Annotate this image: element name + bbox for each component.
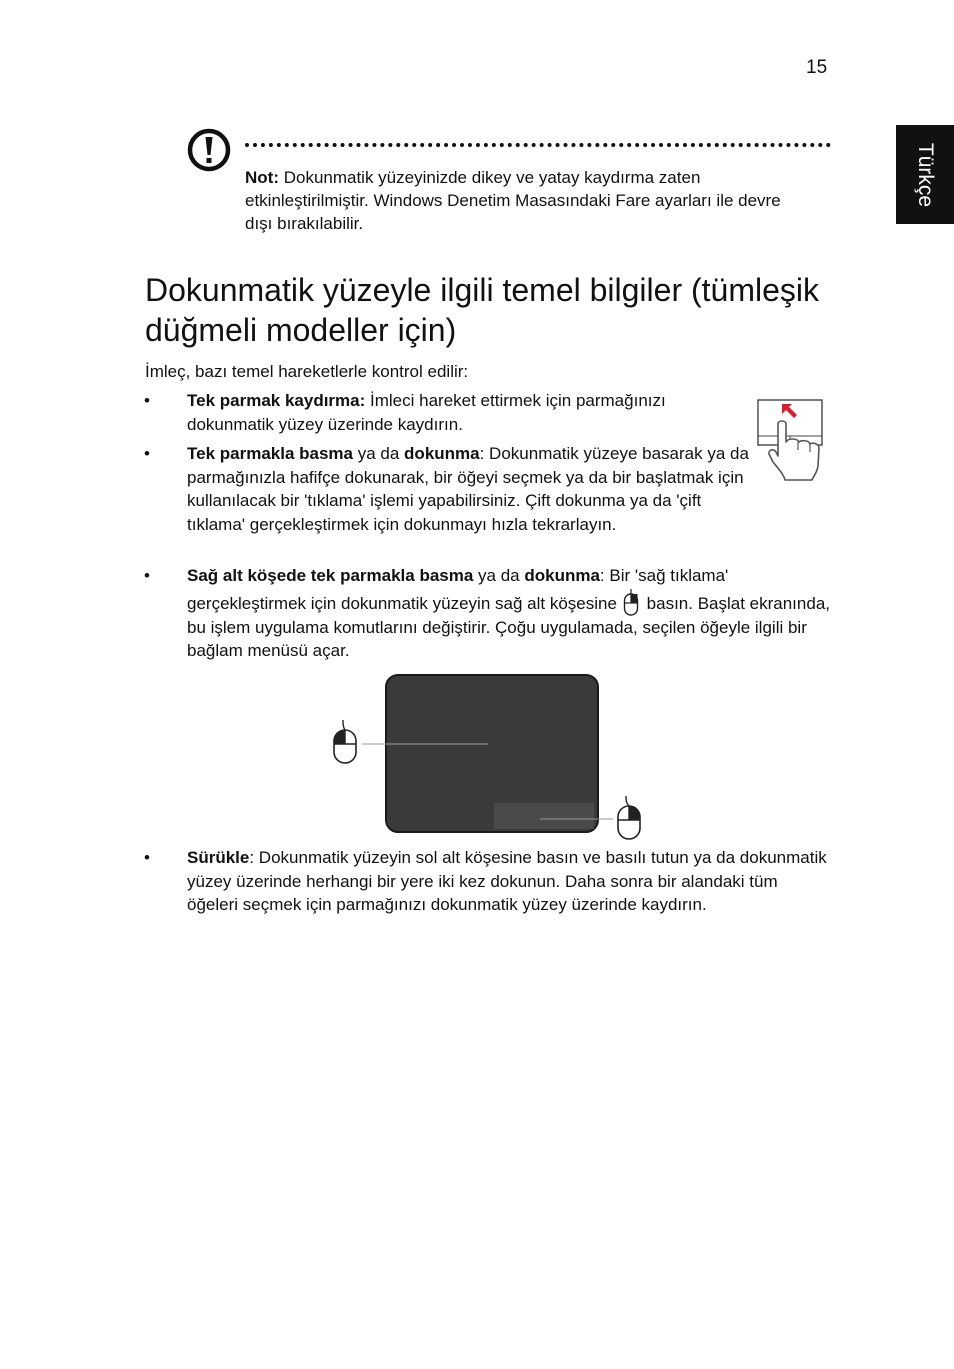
right-click-mouse-icon (623, 588, 639, 616)
bullet-tap-mid: ya da (353, 444, 405, 463)
bullet-marker: • (144, 566, 150, 585)
note-divider (245, 143, 831, 147)
exclamation-circle-icon (186, 127, 232, 173)
bullet-tap-text: : Dokunmatik yüzeye basarak ya da parmağınızla hafifçe dokunarak, bir öğeyi seçmek ya da bir başlatmak için kullanılacak bir 'tıklama' işlemi yapabilirsiniz. Çift dokunma ya da 'çift tıklama' gerçekleştirmek için dokunmayı hızla tekrarlayın. (187, 444, 749, 534)
bullet-drag (144, 846, 827, 917)
bullet-marker: • (144, 391, 150, 410)
bullet-drag-text: : Dokunmatik yüzeyin sol alt köşesine basın ve basılı tutun ya da dokunmatik yüzey üzerinde herhangi bir yere iki kez dokunun. Daha sonra bir alandaki tüm öğeleri seçmek için parmağınızı dokunmatik yüzey üzerinde kaydırın. (187, 848, 827, 914)
bullet-drag-term: Sürükle (187, 848, 250, 867)
bullet-scroll (144, 389, 717, 436)
bullet-scroll-term: Tek parmak kaydırma: (187, 391, 366, 410)
right-click-mouse-icon (618, 796, 640, 839)
note-label: Not: (245, 168, 279, 187)
bullet-tap (144, 442, 762, 536)
language-tab-label: Türkçe (914, 142, 937, 207)
touchpad-diagram (330, 672, 645, 844)
finger-swipe-icon (755, 398, 825, 482)
bullet-right-text2: basın. Başlat ekranında, bu işlem uygulama komutlarını değiştirir. Çoğu uygulamada, seçilen öğeyle ilgili bir bağlam menüsü açar. (187, 593, 830, 660)
bullet-right-click (144, 564, 832, 663)
left-click-mouse-icon (334, 720, 356, 763)
bullet-scroll-text: İmleci hareket ettirmek için parmağınızı dokunmatik yüzey üzerinde kaydırın. (187, 391, 666, 434)
language-tab (896, 125, 954, 224)
bullet-right-term2: dokunma (524, 566, 600, 585)
section-title: Dokunmatik yüzeyle ilgili temel bilgiler (tümleşik düğmeli modeller için) (145, 272, 819, 348)
bullet-right-mid: ya da (473, 566, 525, 585)
bullet-marker: • (144, 444, 150, 463)
section-intro: İmleç, bazı temel hareketlerle kontrol edilir: (145, 362, 469, 381)
bullet-right-text1: : Bir 'sağ tıklama' gerçekleştirmek için dokunmatik yüzeyin sağ alt köşesine (187, 566, 729, 613)
bullet-tap-term1: Tek parmakla basma (187, 444, 353, 463)
note-text (245, 166, 805, 235)
note-body: Dokunmatik yüzeyinizde dikey ve yatay kaydırma zaten etkinleştirilmiştir. Windows Denetim Masasındaki Fare ayarları ile devre dışı bırakılabilir. (245, 168, 781, 233)
page-number: 15 (806, 57, 828, 78)
bullet-tap-term2: dokunma (404, 444, 480, 463)
bullet-right-term1: Sağ alt köşede tek parmakla basma (187, 566, 474, 585)
bullet-marker: • (144, 848, 150, 867)
